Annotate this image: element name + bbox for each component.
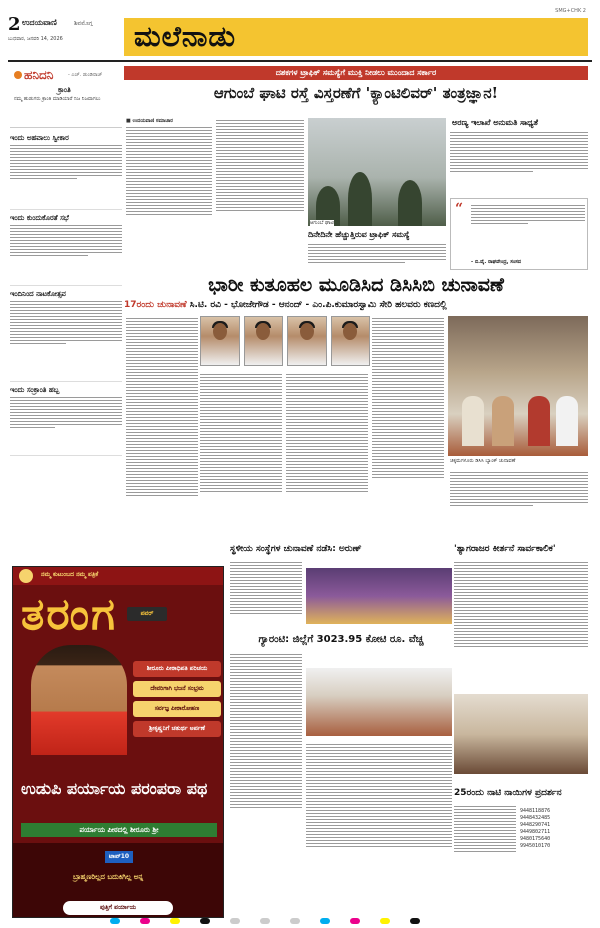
- candidate-portraits: [200, 316, 370, 366]
- story-column: [230, 652, 302, 810]
- story-text: [126, 127, 212, 215]
- story-column: [454, 804, 516, 854]
- side-headline: ಅರಣ್ಯ ಇಲಾಖೆ ಅನುಮತಿ ಸಾಧ್ಯತೆ: [452, 118, 539, 127]
- ad-feature-list: [133, 661, 221, 741]
- page-code: SMG+CHK 2: [555, 8, 586, 14]
- registration-mark: [320, 918, 330, 924]
- phone-number: 9448290741: [520, 822, 551, 828]
- edition-name: ಶಿವಮೊಗ್ಗ: [74, 20, 93, 27]
- brief-title: ಇಂದು ಸಂಕ್ರಾಂತಿ ಹಬ್ಬ: [10, 386, 60, 394]
- dcc-election-photo: [448, 316, 588, 456]
- brief-item: [10, 290, 122, 382]
- quote-box: [450, 198, 588, 270]
- story-text: [230, 654, 302, 808]
- story-column: [450, 130, 588, 174]
- honey-author: - ಎಚ್. ಡುಂಡಿರಾಜ್: [68, 72, 103, 78]
- registration-mark: [380, 918, 390, 924]
- kicker-bar: [124, 66, 588, 80]
- story-column: [126, 316, 198, 498]
- brief-title: ಇಂದಿನಿಂದ ನಾಟಕೋತ್ಸವ: [10, 290, 66, 298]
- story-text: [450, 472, 588, 506]
- ad-top-bar: [13, 567, 224, 585]
- ad-bottom-panel: [13, 843, 224, 918]
- story-column: [372, 316, 444, 480]
- story-column: [306, 742, 452, 849]
- brief-item: [10, 214, 122, 286]
- phone-number-list: [520, 808, 588, 850]
- phone-number: 9448118876: [520, 808, 551, 814]
- sub-headline: ದಿನೇದಿನೇ ಹೆಚ್ಚುತ್ತಿರುವ ಟ್ರಾಫಿಕ್ ಸಮಸ್ಯೆ: [308, 230, 410, 239]
- ad-feature-item: ಶ್ರೀಕೃಷ್ಣನಿಗೆ ಚತುರ್ಥ ಅರ್ಪಣೆ: [133, 721, 221, 737]
- emblem-icon: [19, 569, 33, 583]
- honey-dani-box: [10, 64, 122, 128]
- dcc-subhead: [124, 300, 588, 310]
- brief-text: [10, 301, 122, 344]
- story-text: [230, 562, 302, 614]
- dcc-subhead-black: ಸಿ.ಟಿ. ರವಿ - ಭೋಜೇಗೌಡ - ಆನಂದ್ - ಎಂ.ಪಿ.ಕುಮಾರಸ್ವಾಮಿ ಸೇರಿ ಹಲವರು ಕಣದಲ್ಲಿ: [189, 300, 447, 310]
- phone-number: 9448432485: [520, 815, 551, 821]
- honey-title: ಕ್ರಾಂತಿ: [58, 86, 71, 94]
- story-text: [286, 374, 368, 492]
- story-text: [126, 318, 198, 496]
- story-column: [216, 118, 304, 213]
- story-text: [454, 562, 588, 647]
- ad-feature-item: ಶೀರೂರು ಪೀಠಾಧಿಪತಿ ಪರಿಚಯ: [133, 661, 221, 677]
- music-event-photo: [454, 694, 588, 774]
- thyagaraja-headline: 'ತ್ಯಾಗರಾಜರ ಕೀರ್ತನೆ ಸಾರ್ವಕಾಲಿಕ': [454, 544, 556, 554]
- ad-band: ಪರ್ಯಾಯ ಪೀಠದಲ್ಲಿ ಶೀರೂರು ಶ್ರೀ: [21, 823, 217, 837]
- ad-title: ತರಂಗ: [21, 589, 117, 640]
- story-text: [200, 374, 282, 492]
- story-text: [308, 244, 446, 263]
- honey-logo: [14, 68, 53, 83]
- registration-mark: [140, 918, 150, 924]
- dcc-subhead-red: 17ರಂದು ಚುನಾವಣೆ: [124, 300, 187, 310]
- story-text: [454, 806, 516, 852]
- guarantee-headline: ಗ್ಯಾರಂಟಿ: ಜಿಲ್ಲೆಗೆ 3023.95 ಕೋಟಿ ರೂ. ವೆಚ್ಚ: [258, 634, 424, 645]
- event-photo: [306, 568, 452, 624]
- print-registration-marks: [110, 918, 510, 926]
- tree-shape: [398, 180, 422, 226]
- dog-show-headline: 25ರಂದು ನಾಟಿ ನಾಯಿಗಳ ಪ್ರದರ್ಶನ: [454, 788, 562, 798]
- photo-caption: ಆಗುಂಬೆ ಘಾಟಿ: [310, 220, 334, 226]
- candidate-photo: [200, 316, 240, 366]
- story-column: [286, 372, 368, 494]
- agumbe-ghat-photo: [308, 118, 446, 226]
- swamiji-portrait: [31, 645, 127, 755]
- meeting-photo: [306, 668, 452, 736]
- taranga-advertisement[interactable]: [12, 566, 224, 918]
- ad-feature-item: ದೇವರಿಗಾಗಿ ಭಜನೆ ಸಂಭ್ರಮ: [133, 681, 221, 697]
- quote-mark-icon: “: [455, 201, 464, 217]
- story-column: [454, 560, 588, 649]
- quote-text: [471, 203, 585, 226]
- quote-author: - ಬಿ.ವೈ. ರಾಘವೇಂದ್ರ, ಸಂಸದ: [471, 259, 522, 265]
- registration-mark: [290, 918, 300, 924]
- story-column: [126, 118, 212, 217]
- tree-shape: [348, 172, 372, 226]
- phone-number: 9945010170: [520, 843, 551, 849]
- registration-mark: [110, 918, 120, 924]
- story-column: [450, 470, 588, 508]
- brief-text: [10, 145, 122, 179]
- ad-slogan: ಉಡುಪಿ ಪರ್ಯಾಯ ಪರಂಪರಾ ಪಥ: [21, 779, 208, 798]
- paper-name: ಉದಯವಾಣಿ: [22, 18, 57, 27]
- candidate-photo: [331, 316, 371, 366]
- byline: ■ ಉದಯವಾಣಿ ಸಮಾಚಾರ: [126, 118, 173, 124]
- kicker-text: ದಶಕಗಳ ಟ್ರಾಫಿಕ್ ಸಮಸ್ಯೆಗೆ ಮುಕ್ತಿ ನೀಡಲು ಮುಂದಾದ ಸರ್ಕಾರ: [275, 68, 437, 77]
- brief-item: [10, 134, 122, 210]
- story-column: [200, 372, 282, 494]
- candidate-photo: [244, 316, 284, 366]
- registration-mark: [350, 918, 360, 924]
- masthead-rule: [8, 60, 592, 62]
- honey-text: ನಮ್ಮ ಹುಡುಗರು ಕ್ರಾಂತಿ ಮಾಡಿಯಾರೆ ನಿಜ ನಿಜವಾಗಲು: [14, 96, 101, 102]
- ad-footer-pill: ಪುತ್ತಿಗೆ ಪರ್ಯಾಯ: [63, 901, 173, 915]
- section-title: ಮಲೆನಾಡು: [134, 20, 237, 53]
- date-line: ಬುಧವಾರ, ಜನವರಿ 14, 2026: [8, 36, 63, 42]
- ad-sub-badge: ಪವರ್: [127, 607, 167, 621]
- masthead-left: [8, 14, 120, 64]
- lead-headline: ಆಗುಂಬೆ ಘಾಟಿ ರಸ್ತೆ ವಿಸ್ತರಣೆಗೆ 'ಕ್ಯಾಂಟಿಲಿವರ್' ತಂತ್ರಜ್ಞಾನ!: [213, 84, 499, 102]
- person-shape: [492, 396, 514, 446]
- section-banner: [124, 8, 588, 56]
- brief-text: [10, 225, 122, 256]
- story-column: [230, 560, 302, 616]
- local-election-headline: ಸ್ಥಳೀಯ ಸಂಸ್ಥೆಗಳ ಚುನಾವಣೆ ನಡೆಸಿ: ಅರುಣ್: [230, 544, 362, 554]
- phone-number: 9449802711: [520, 829, 551, 835]
- registration-mark: [230, 918, 240, 924]
- phone-number: 9480175640: [520, 836, 551, 842]
- brief-title: ಇಂದು ಅಹವಾಲು ಸ್ವೀಕಾರ: [10, 134, 69, 142]
- story-text: [372, 318, 444, 478]
- person-shape: [462, 396, 484, 446]
- story-column: [308, 242, 446, 265]
- page-number: 2: [8, 14, 21, 35]
- registration-mark: [200, 918, 210, 924]
- honey-drop-icon: [14, 71, 22, 79]
- story-text: [306, 744, 452, 847]
- candidate-photo: [287, 316, 327, 366]
- registration-mark: [170, 918, 180, 924]
- dcc-headline: ಭಾರೀ ಕುತೂಹಲ ಮೂಡಿಸಿದ ಡಿಸಿಸಿಬಿ ಚುನಾವಣೆ: [208, 274, 504, 296]
- ad-feature-item: ಸರ್ವಜ್ಞ ಪೀಠಾರೋಹಣ: [133, 701, 221, 717]
- registration-mark: [410, 918, 420, 924]
- left-column: [10, 64, 122, 550]
- person-shape: [556, 396, 578, 446]
- brief-title: ಇಂದು ಕುಂದುಕೊರತೆ ಸಭೆ: [10, 214, 69, 222]
- ad-logo-box: ಟಾಪ್10: [105, 851, 133, 863]
- person-shape: [528, 396, 550, 446]
- ad-tagline: ನಮ್ಮ ಕುಟುಂಬದ ನಮ್ಮ ಪತ್ರಿಕೆ: [41, 571, 99, 578]
- honey-logo-text: ಹನಿದನಿ: [24, 68, 54, 82]
- photo-caption: ಚಿಕ್ಕಮಗಳೂರು ಡಿಸಿಸಿ ಬ್ಯಾಂಕ್ ಚುನಾವಣೆ: [450, 458, 588, 464]
- brief-item: [10, 386, 122, 456]
- story-text: [216, 120, 304, 211]
- ad-footer-text: ಬ್ರಾಹ್ಮಣರಿಲ್ಲದ ಬದುಕಿಗಿಲ್ಲ ಅನ್ನ: [73, 873, 144, 881]
- brief-text: [10, 397, 122, 428]
- registration-mark: [260, 918, 270, 924]
- story-text: [450, 132, 588, 172]
